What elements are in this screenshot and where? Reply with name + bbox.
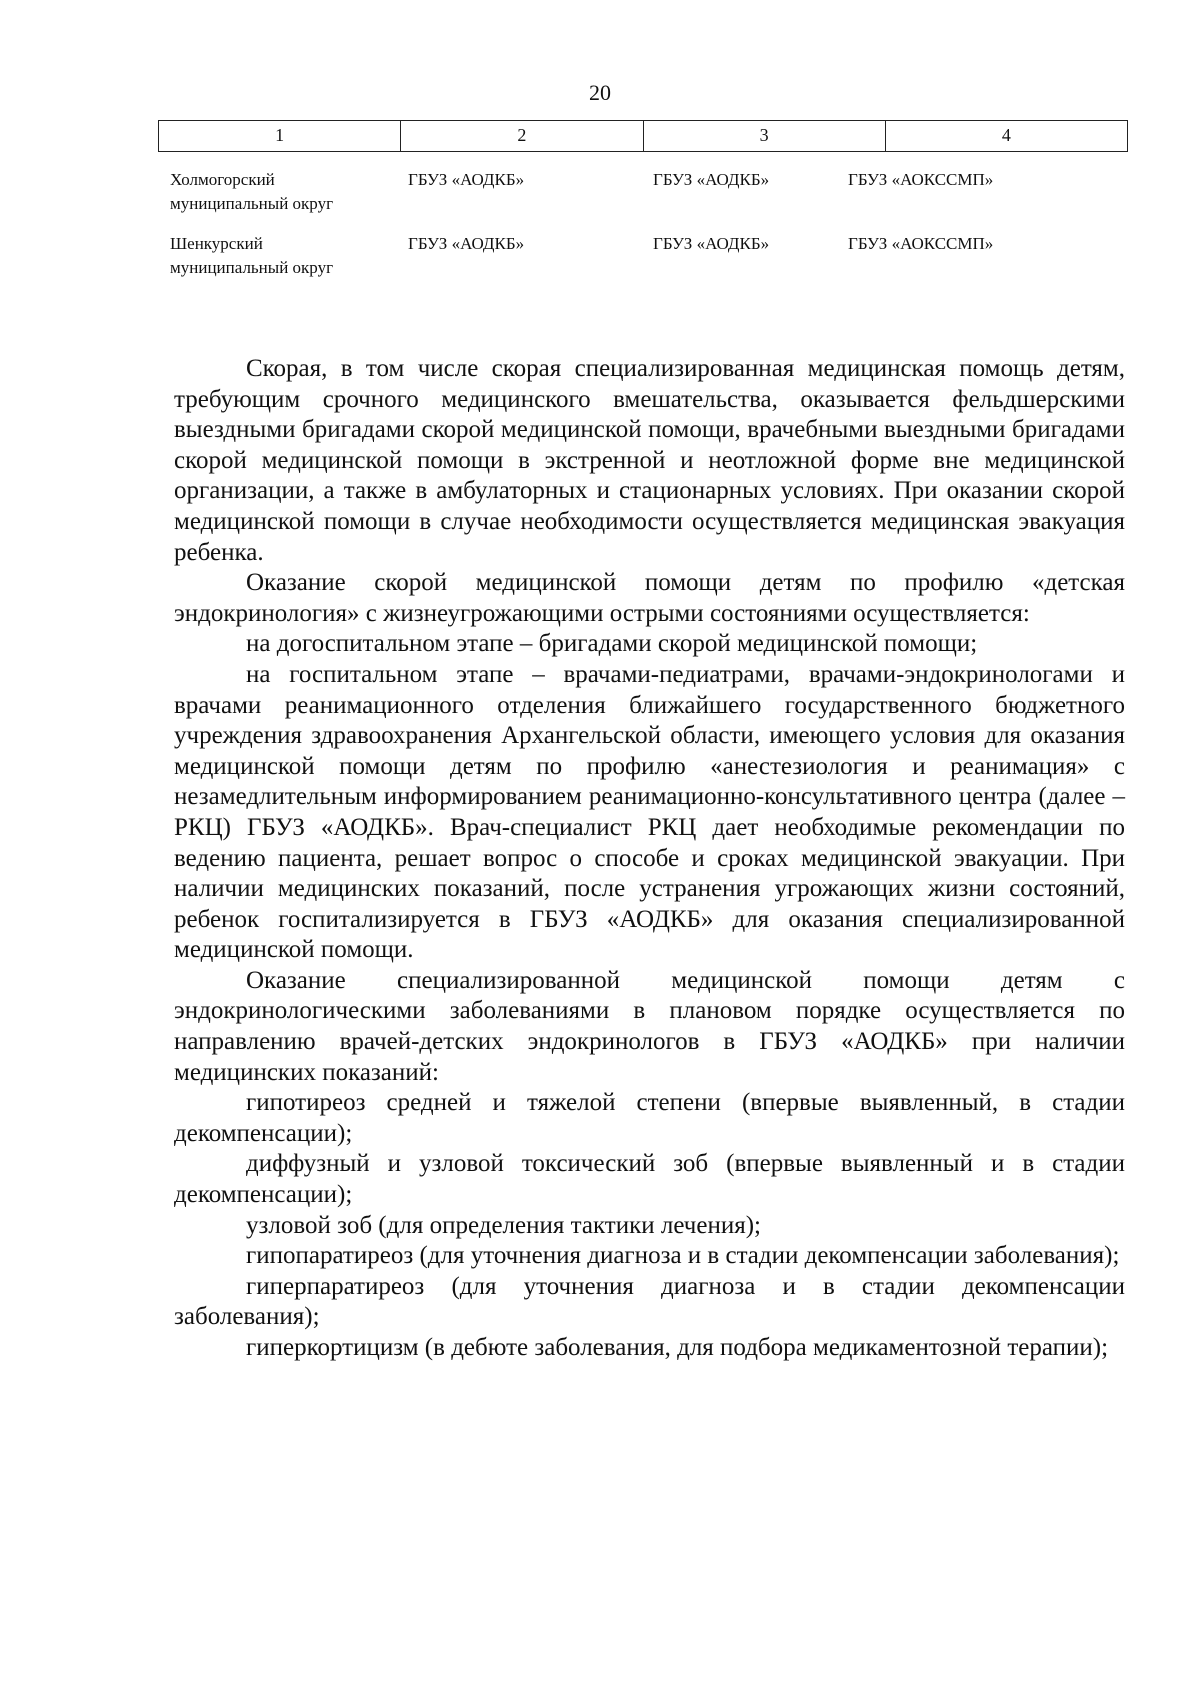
paragraph: на госпитальном этапе – врачами-педиатрами, врачами-эндокринологами и врачами реанимационного отделения ближайшего государственного бюджетного учреждения здравоохранения Архангельской области, имеющего условия для оказания медицинской помощи детям по профилю «анестезиология и реанимация» с незамедлительным информированием реанимационно-консультативного центра (далее – РКЦ) ГБУЗ «АОДКБ». Врач-специалист РКЦ дает необходимые рекомендации по ведению пациента, решает вопрос о способе и сроках медицинской эвакуации. При наличии медицинских показаний, после устранения угрожающих жизни состояний, ребенок госпитализируется в ГБУЗ «АОДКБ» для оказания специализированной медицинской помощи.: [174, 660, 1125, 964]
document-body: [174, 354, 1125, 1364]
table-header-cell: 2: [401, 121, 643, 151]
district-name: Шенкурский муниципальный округ: [170, 234, 334, 277]
paragraph: гипопаратиреоз (для уточнения диагноза и в стадии декомпенсации заболевания);: [246, 1242, 1120, 1270]
table-header-cell: 1: [159, 121, 401, 151]
paragraph: гиперкортицизм (в дебюте заболевания, для подбора медикаментозной терапии);: [246, 1334, 1109, 1361]
table-header-row: [158, 120, 1128, 152]
paragraph: Скорая, в том числе скорая специализированная медицинская помощь детям, требующим срочного медицинского вмешательства, оказывается фельдшерскими выездными бригадами скорой медицинской помощи, врачебными выездными бригадами скорой медицинской помощи в экстренной и неотложной форме вне медицинской организации, а также в амбулаторных и стационарных условиях. При оказании скорой медицинской помощи в случае необходимости осуществляется медицинская эвакуация ребенка.: [174, 355, 1125, 566]
institution-cell: ГБУЗ «АОКССМП»: [848, 234, 994, 253]
district-name: Холмогорский муниципальный округ: [170, 170, 334, 213]
institution-cell: ГБУЗ «АОДКБ»: [653, 170, 770, 189]
paragraph: Оказание специализированной медицинской помощи детям с эндокринологическими заболеваниями в плановом порядке осуществляется по направлению врачей-детских эндокринологов в ГБУЗ «АОДКБ» при наличии медицинских показаний:: [174, 966, 1125, 1086]
paragraph: гиперпаратиреоз (для уточнения диагноза и в стадии декомпенсации заболевания);: [174, 1272, 1125, 1331]
paragraph: диффузный и узловой токсический зоб (впервые выявленный и в стадии декомпенсации);: [174, 1150, 1125, 1209]
paragraph: узловой зоб (для определения тактики лечения);: [246, 1211, 761, 1239]
paragraph: Оказание скорой медицинской помощи детям по профилю «детская эндокринология» с жизнеугрожающими острыми состояниями осуществляется:: [174, 569, 1125, 627]
institution-cell: ГБУЗ «АОДКБ»: [408, 234, 525, 253]
paragraph: гипотиреоз средней и тяжелой степени (впервые выявленный, в стадии декомпенсации);: [174, 1089, 1125, 1147]
institution-cell: ГБУЗ «АОКССМП»: [848, 170, 994, 189]
institution-cell: ГБУЗ «АОДКБ»: [408, 170, 525, 189]
paragraph: на догоспитальном этапе – бригадами скорой медицинской помощи;: [246, 630, 978, 658]
table-header-cell: 3: [644, 121, 886, 151]
page-number: 20: [589, 80, 611, 105]
institution-cell: ГБУЗ «АОДКБ»: [653, 234, 770, 253]
table-header-cell: 4: [1001, 125, 1011, 145]
